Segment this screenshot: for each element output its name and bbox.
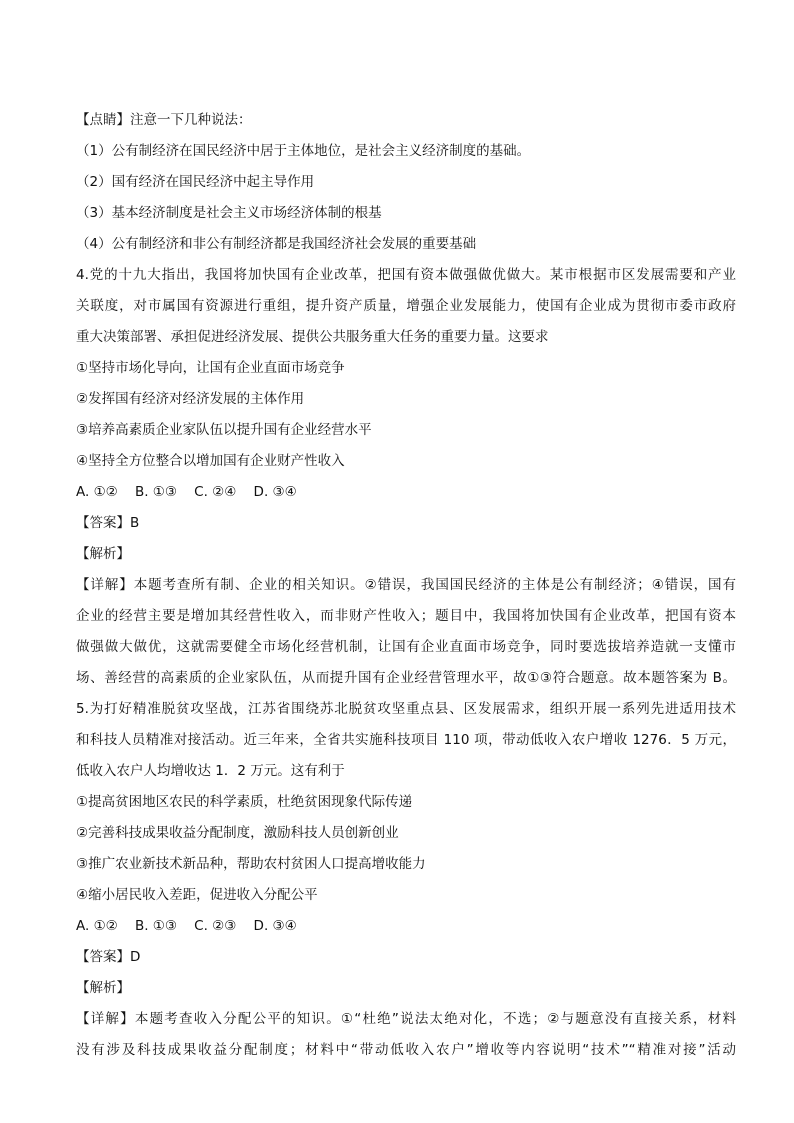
q5-options: A. ①② B. ①③ C. ②③ D. ③④ <box>76 918 297 934</box>
q4-stem-line-1: 4.党的十九大指出，我国将加快国有企业改革，把国有资本做强做优做大。某市根据市区发展需要和产业 <box>76 267 736 283</box>
q4-item-1: ①坚持市场化导向，让国有企业直面市场竞争 <box>76 360 345 376</box>
q4-stem-line-2: 关联度，对市属国有资源进行重组，提升资产质量，增强企业发展能力，使国有企业成为贯彻市委市政府 <box>76 298 736 314</box>
note-point-2: （2）国有经济在国民经济中起主导作用 <box>76 174 315 190</box>
q5-detail-line-1: 【详解】本题考查收入分配公平的知识。①“杜绝”说法太绝对化，不选；②与题意没有直接关系，材料 <box>76 1011 736 1027</box>
note-point-1: （1）公有制经济在国民经济中居于主体地位，是社会主义经济制度的基础。 <box>76 143 531 159</box>
q5-item-4: ④缩小居民收入差距，促进收入分配公平 <box>76 887 318 903</box>
note-title: 【点睛】注意一下几种说法： <box>76 112 252 128</box>
note-point-3: （3）基本经济制度是社会主义市场经济体制的根基 <box>76 205 382 221</box>
q4-detail-line-2: 企业的经营主要是增加其经营性收入，而非财产性收入；题目中，我国将加快国有企业改革，把国有资本 <box>76 608 736 624</box>
q5-analysis-title: 【解析】 <box>76 980 130 996</box>
q5-item-1: ①提高贫困地区农民的科学素质，杜绝贫困现象代际传递 <box>76 794 413 810</box>
q5-detail-line-2: 没有涉及科技成果收益分配制度；材料中“带动低收入农户”增收等内容说明“技术”“精准对接”活动 <box>76 1042 736 1058</box>
q5-answer: 【答案】D <box>76 949 141 965</box>
q4-item-2: ②发挥国有经济对经济发展的主体作用 <box>76 391 305 407</box>
q4-analysis-title: 【解析】 <box>76 546 130 562</box>
q5-stem-line-1: 5.为打好精准脱贫攻坚战，江苏省围绕苏北脱贫攻坚重点县、区发展需求，组织开展一系列先进适用技术 <box>76 701 736 717</box>
q5-item-2: ②完善科技成果收益分配制度，激励科技人员创新创业 <box>76 825 399 841</box>
note-point-4: （4）公有制经济和非公有制经济都是我国经济社会发展的重要基础 <box>76 236 477 252</box>
q4-stem-line-3: 重大决策部署、承担促进经济发展、提供公共服务重大任务的重要力量。这要求 <box>76 329 549 345</box>
q4-item-3: ③培养高素质企业家队伍以提升国有企业经营水平 <box>76 422 372 438</box>
q5-stem-line-3: 低收入农户人均增收达 1．2 万元。这有利于 <box>76 763 345 779</box>
q4-detail-line-1: 【详解】本题考查所有制、企业的相关知识。②错误，我国国民经济的主体是公有制经济；④错误，国有 <box>76 577 736 593</box>
q5-stem-line-2: 和科技人员精准对接活动。近三年来，全省共实施科技项目 110 项，带动低收入农户增收 1276．5 万元， <box>76 732 736 748</box>
q5-item-3: ③推广农业新技术新品种，帮助农村贫困人口提高增收能力 <box>76 856 426 872</box>
q4-item-4: ④坚持全方位整合以增加国有企业财产性收入 <box>76 453 345 469</box>
q4-detail-line-3: 做强做大做优，这就需要健全市场化经营机制，让国有企业直面市场竞争，同时要选拔培养造就一支懂市 <box>76 639 736 655</box>
q4-detail-line-4: 场、善经营的高素质的企业家队伍，从而提升国有企业经营管理水平，故①③符合题意。故本题答案为 B。 <box>76 670 736 686</box>
q4-answer: 【答案】B <box>76 515 140 531</box>
q4-options: A. ①② B. ①③ C. ②④ D. ③④ <box>76 484 297 500</box>
